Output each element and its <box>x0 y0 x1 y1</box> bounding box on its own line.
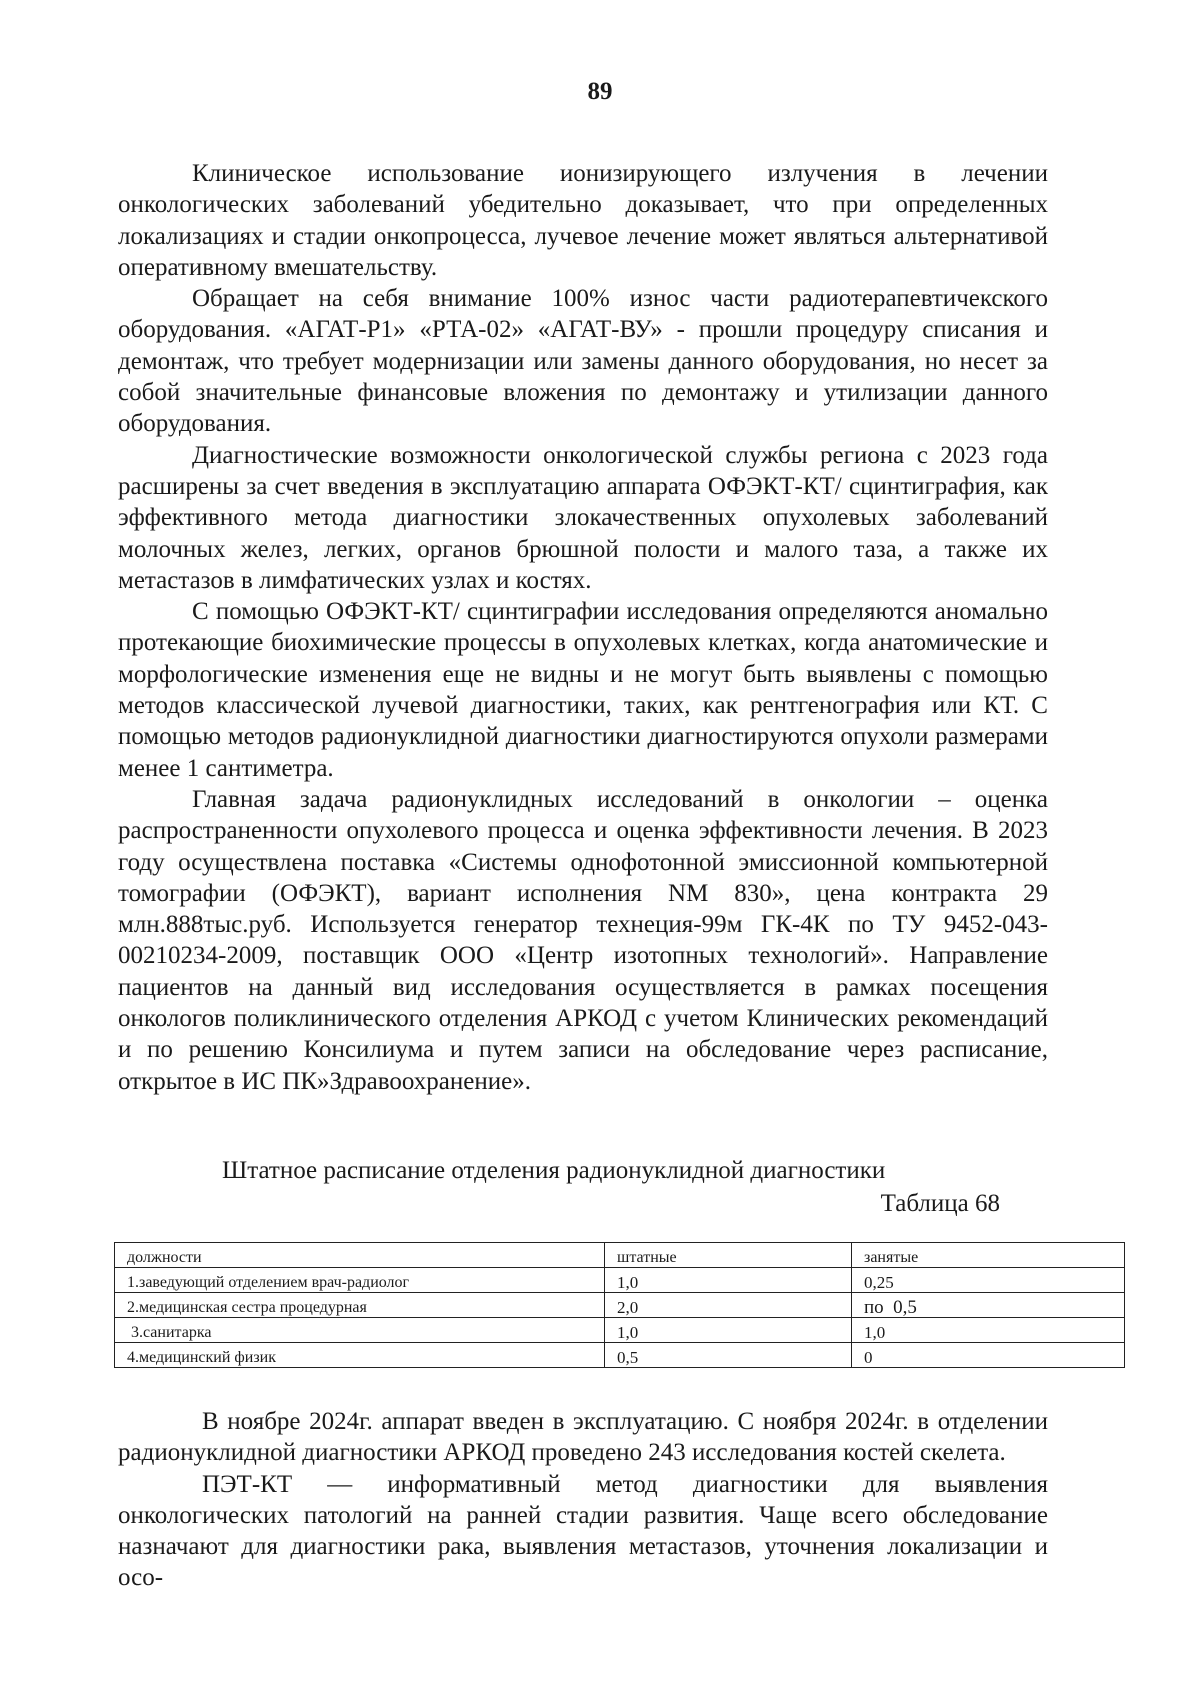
paragraph-diagnostics: Диагностические возможности онкологической службы региона с 2023 года расширены за счет введения в эксплуатацию аппарата ОФЭКТ-КТ/ сцинтиграфия, как эффективного метода диагностики злокачественных опухолевых заболеваний молочных желез, легких, органов брюшной полости и малого таза, а также их метастазов в лимфатических узлах и костях. <box>118 441 1048 594</box>
cell-occupied: 0,25 <box>852 1268 1125 1293</box>
table-row <box>115 1318 1125 1343</box>
cell-occupied: 0 <box>852 1343 1125 1368</box>
table-row <box>115 1268 1125 1293</box>
table-caption: Штатное расписание отделения радионуклидной диагностики <box>222 1157 886 1184</box>
cell-occupied: по 0,5 <box>852 1293 1125 1318</box>
header-occupied: занятые <box>852 1243 1125 1268</box>
header-staff: штатные <box>605 1243 852 1268</box>
cell-position: 4.медицинский физик <box>115 1343 605 1368</box>
paragraph-spect-ct: С помощью ОФЭКТ-КТ/ сцинтиграфии исследования определяются аномально протекающие биохимические процессы в опухолевых клетках, когда анатомические и морфологические изменения еще не видны и не могут быть выявлены с помощью методов классической лучевой диагностики, таких, как рентгенография или КТ. С помощью методов радионуклидной диагностики диагностируются опухоли размерами менее 1 сантиметра. <box>118 598 1048 782</box>
table-row <box>115 1343 1125 1368</box>
paragraph-equipment-wear: Обращает на себя внимание 100% износ части радиотерапевтичекского оборудования. «АГАТ-Р1» «РТА-02» «АГАТ-ВУ» - прошли процедуру списания и демонтаж, что требует модернизации или замены данного оборудования, но несет за собой значительные финансовые вложения по демонтажу и утилизации данного оборудования. <box>118 285 1048 438</box>
cell-staff: 2,0 <box>605 1293 852 1318</box>
body-text-after-table <box>118 1406 1048 1594</box>
paragraph-radionuclide-tasks: Главная задача радионуклидных исследований в онкологии – оценка распространенности опухолевого процесса и оценка эффективности лечения. В 2023 году осуществлена поставка «Системы однофотонной эмиссионной компьютерной томографии (ОФЭКТ), вариант исполнения NM 830», цена контракта 29 млн.888тыс.руб. Используется генератор технеция-99м ГК-4К по ТУ 9452-043-00210234-2009, поставщик ООО «Центр изотопных технологий». Направление пациентов на данный вид исследования осуществляется в рамках посещения онкологов поликлинического отделения АРКОД с учетом Клинических рекомендаций и по решению Консилиума и путем записи на обследование через расписание, открытое в ИС ПК»Здравоохранение». <box>118 785 1048 1095</box>
header-position: должности <box>115 1243 605 1268</box>
page-number: 89 <box>587 78 613 105</box>
body-text <box>118 158 1048 1097</box>
table-number: Таблица 68 <box>880 1190 1000 1217</box>
cell-position: 3.санитарка <box>115 1318 605 1343</box>
cell-position: 2.медицинская сестра процедурная <box>115 1293 605 1318</box>
cell-staff: 1,0 <box>605 1318 852 1343</box>
cell-staff: 0,5 <box>605 1343 852 1368</box>
cell-occupied: 1,0 <box>852 1318 1125 1343</box>
cell-staff: 1,0 <box>605 1268 852 1293</box>
table-row <box>115 1293 1125 1318</box>
cell-position: 1.заведующий отделением врач-радиолог <box>115 1268 605 1293</box>
staffing-table <box>114 1242 1125 1368</box>
paragraph-clinical-use: Клиническое использование ионизирующего излучения в лечении онкологических заболеваний убедительно доказывает, что при определенных локализациях и стадии онкопроцесса, лучевое лечение может являться альтернативой оперативному вмешательству. <box>118 160 1048 281</box>
paragraph-commissioning: В ноябре 2024г. аппарат введен в эксплуатацию. С ноября 2024г. в отделении радионуклидной диагностики АРКОД проведено 243 исследования костей скелета. <box>118 1408 1048 1467</box>
table-header-row <box>115 1243 1125 1268</box>
paragraph-pet-ct: ПЭТ-КТ — информативный метод диагностики для выявления онкологических патологий на ранней стадии развития. Чаще всего обследование назначают для диагностики рака, выявления метастазов, уточнения локализации и осо- <box>118 1470 1048 1592</box>
